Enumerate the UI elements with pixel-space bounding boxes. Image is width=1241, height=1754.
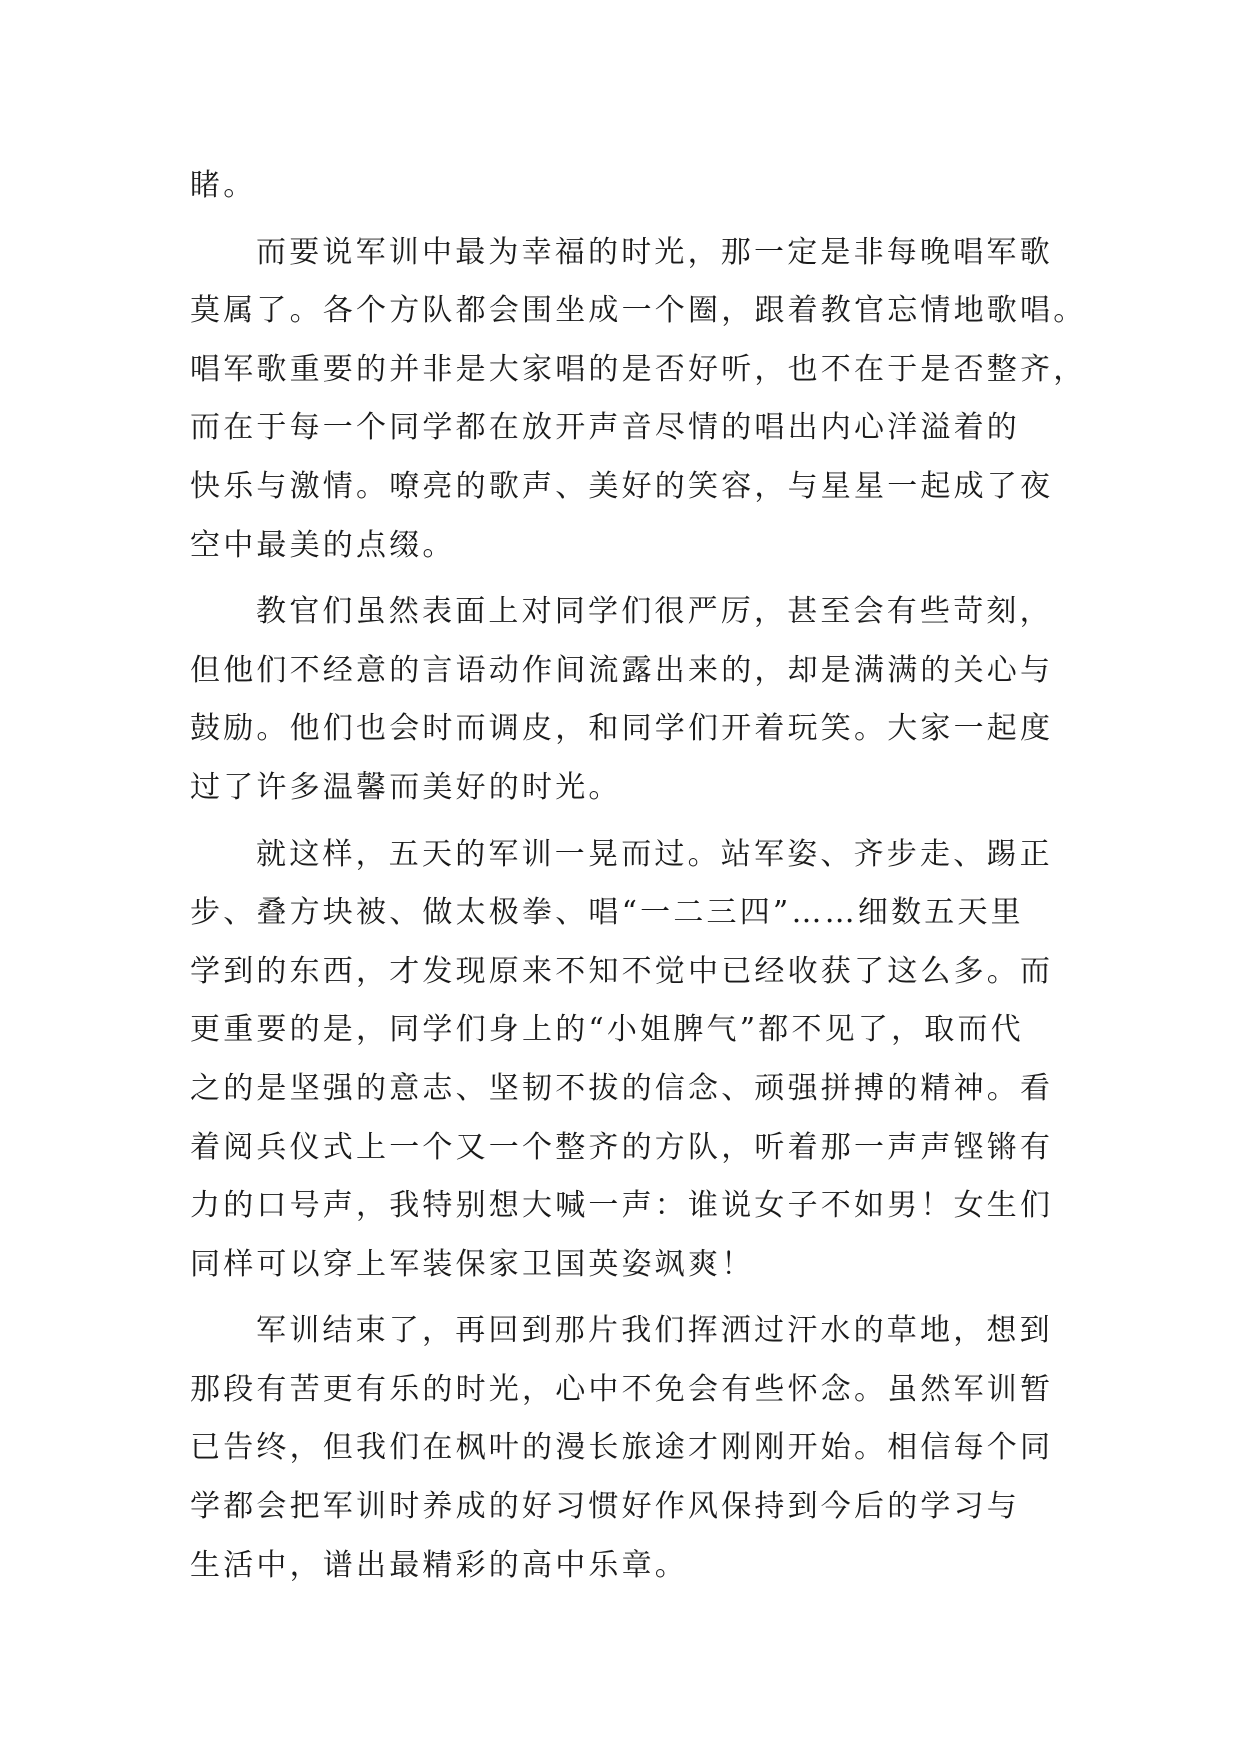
text-line: 军训结束了，再回到那片我们挥洒过汗水的草地，想到 [256, 1313, 1053, 1349]
text-line: 睹。 [190, 168, 257, 203]
text-line: 步、叠方块被、做太极拳、唱“一二三四”……细数五天里 [190, 895, 1024, 931]
text-line: 而在于每一个同学都在放开声音尽情的唱出内心洋溢着的 [190, 410, 1020, 446]
text-line: 唱军歌重要的并非是大家唱的是否好听，也不在于是否整齐， [190, 351, 1087, 387]
text-line: 学到的东西，才发现原来不知不觉中已经收获了这么多。而 [190, 953, 1054, 989]
text-line: 之的是坚强的意志、坚韧不拔的信念、顽强拼搏的精神。看 [190, 1070, 1054, 1106]
text-line: 空中最美的点缀。 [190, 527, 456, 563]
text-line: 而要说军训中最为幸福的时光，那一定是非每晚唱军歌 [256, 234, 1053, 270]
paragraph-gap [190, 1294, 1050, 1302]
paragraph-gap [190, 818, 1050, 826]
text-line: 生活中，谱出最精彩的高中乐章。 [190, 1547, 688, 1583]
paragraph-gap [190, 575, 1050, 583]
text-line: 莫属了。各个方队都会围坐成一个圈，跟着教官忘情地歌唱。 [190, 293, 1087, 329]
text-line: 着阅兵仪式上一个又一个整齐的方队，听着那一声声铿锵有 [190, 1129, 1054, 1165]
text-line: 就这样，五天的军训一晃而过。站军姿、齐步走、踢正 [256, 836, 1053, 872]
body-text [190, 157, 1087, 1595]
text-line: 那段有苦更有乐的时光，心中不免会有些怀念。虽然军训暂 [190, 1371, 1054, 1407]
text-line: 力的口号声，我特别想大喊一声：谁说女子不如男！女生们 [190, 1188, 1054, 1224]
text-line: 更重要的是，同学们身上的“小姐脾气”都不见了，取而代 [190, 1012, 1024, 1048]
text-line: 但他们不经意的言语动作间流露出来的，却是满满的关心与 [190, 652, 1054, 688]
paragraph-gap [190, 216, 1050, 224]
text-line: 过了许多温馨而美好的时光。 [190, 769, 622, 805]
text-line: 鼓励。他们也会时而调皮，和同学们开着玩笑。大家一起度 [190, 711, 1054, 747]
text-line: 快乐与激情。嘹亮的歌声、美好的笑容，与星星一起成了夜 [190, 468, 1054, 504]
text-line: 教官们虽然表面上对同学们很严厉，甚至会有些苛刻， [256, 594, 1053, 630]
text-line: 学都会把军训时养成的好习惯好作风保持到今后的学习与 [190, 1489, 1020, 1525]
text-line: 已告终，但我们在枫叶的漫长旅途才刚刚开始。相信每个同 [190, 1430, 1054, 1466]
text-line: 同样可以穿上军装保家卫国英姿飒爽！ [190, 1246, 755, 1282]
